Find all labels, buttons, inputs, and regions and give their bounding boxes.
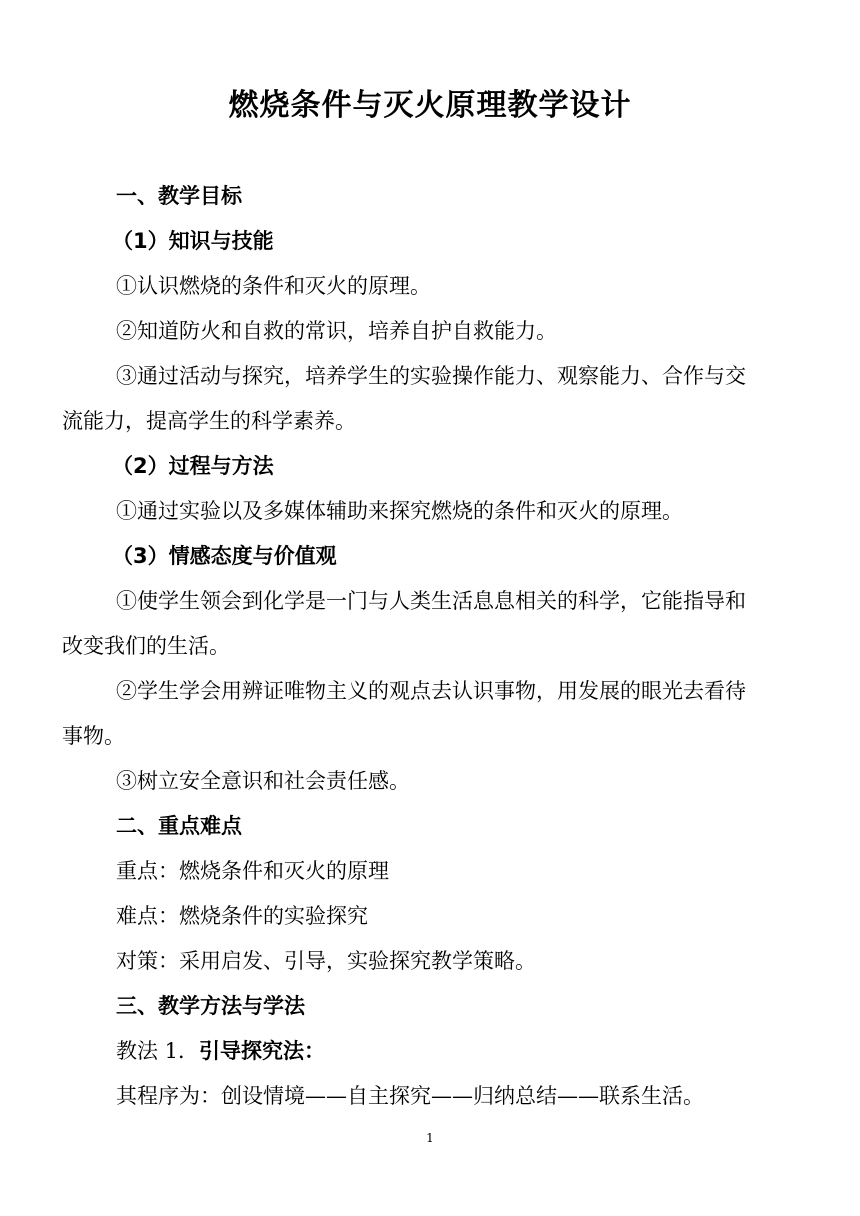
paragraph-attitude-1-line1: ①使学生领会到化学是一门与人类生活息息相关的科学，它能指导和 — [116, 589, 746, 613]
paragraph-procedure: 其程序为：创设情境——自主探究——归纳总结——联系生活。 — [116, 1084, 704, 1108]
paragraph-attitude-1-line2: 改变我们的生活。 — [62, 634, 230, 658]
page-number: 1 — [426, 1131, 434, 1145]
method-name: 引导探究法： — [199, 1039, 326, 1063]
paragraph-key-point: 重点：燃烧条件和灭火的原理 — [116, 859, 389, 883]
method-prefix: 教法 1． — [116, 1039, 200, 1063]
paragraph-strategy: 对策：采用启发、引导，实验探究教学策略。 — [116, 949, 536, 973]
subheading-knowledge-skills: （1）知识与技能 — [112, 229, 274, 253]
subheading-attitude-values: （3）情感态度与价值观 — [112, 544, 337, 568]
paragraph-process-1: ①通过实验以及多媒体辅助来探究燃烧的条件和灭火的原理。 — [116, 499, 683, 523]
document-title: 燃烧条件与灭火原理教学设计 — [228, 88, 632, 123]
paragraph-knowledge-3-line1: ③通过活动与探究，培养学生的实验操作能力、观察能力、合作与交 — [116, 364, 746, 388]
section-heading-methods: 三、教学方法与学法 — [116, 994, 305, 1018]
subheading-process-method: （2）过程与方法 — [112, 454, 274, 478]
paragraph-knowledge-3-line2: 流能力，提高学生的科学素养。 — [62, 409, 356, 433]
paragraph-knowledge-2: ②知道防火和自救的常识，培养自护自救能力。 — [116, 319, 557, 343]
paragraph-attitude-3: ③树立安全意识和社会责任感。 — [116, 769, 410, 793]
paragraph-method-1 — [116, 1036, 325, 1066]
paragraph-knowledge-1: ①认识燃烧的条件和灭火的原理。 — [116, 274, 431, 298]
paragraph-difficulty: 难点：燃烧条件的实验探究 — [116, 904, 368, 928]
paragraph-attitude-2-line1: ②学生学会用辨证唯物主义的观点去认识事物，用发展的眼光去看待 — [116, 679, 746, 703]
section-heading-objectives: 一、教学目标 — [116, 184, 242, 208]
section-heading-key-points: 二、重点难点 — [116, 814, 242, 838]
paragraph-attitude-2-line2: 事物。 — [62, 724, 125, 748]
